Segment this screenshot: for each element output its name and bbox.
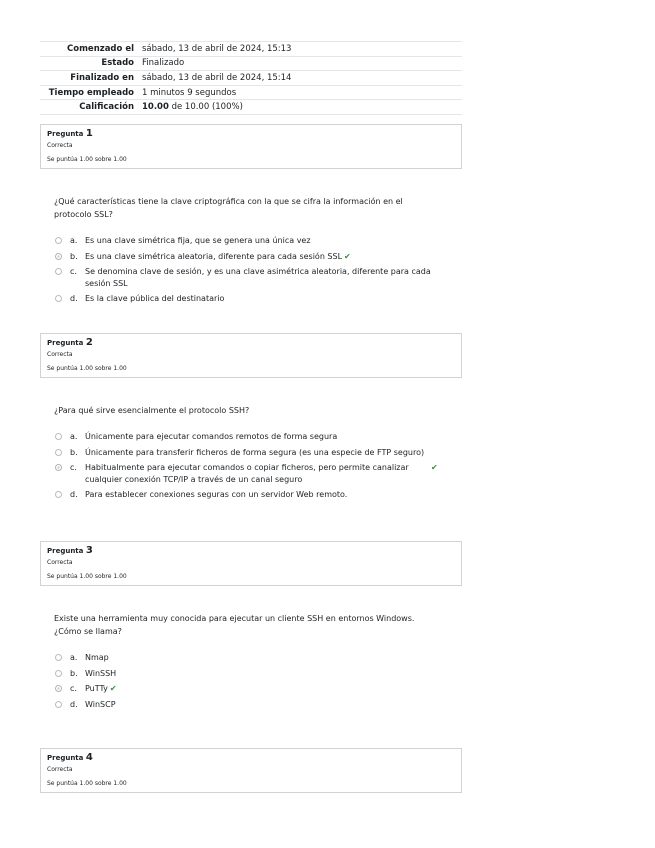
summary-value: sábado, 13 de abril de 2024, 15:13 <box>142 42 462 57</box>
option-text: Se denomina clave de sesión, y es una clave asimétrica aleatoria, diferente para cada sesión SSL <box>85 267 431 288</box>
option-letter: b. <box>70 668 78 678</box>
question-3 <box>40 541 462 714</box>
question-text: ¿Qué características tiene la clave criptográfica con la que se cifra la información en el protocolo SSL? <box>54 197 403 219</box>
summary-label: Comenzado el <box>40 42 142 57</box>
question-grade: Se puntúa 1.00 sobre 1.00 <box>47 365 127 372</box>
option-text: WinSCP <box>85 699 116 709</box>
answer-option-c[interactable] <box>55 462 462 485</box>
radio-button[interactable] <box>55 433 62 440</box>
radio-button[interactable] <box>55 295 62 302</box>
option-text: Es una clave simétrica aleatoria, diferente para cada sesión SSL <box>85 251 343 261</box>
question-text: Existe una herramienta muy conocida para ejecutar un cliente SSH en entornos Windows. ¿Cómo se llama? <box>54 614 415 636</box>
summary-label: Estado <box>40 56 142 71</box>
question-state: Correcta <box>47 142 73 149</box>
answer-option-c[interactable] <box>55 266 462 289</box>
option-letter: c. <box>70 463 77 472</box>
question-grade: Se puntúa 1.00 sobre 1.00 <box>47 780 127 787</box>
radio-button[interactable] <box>55 237 62 244</box>
option-letter: d. <box>70 490 78 499</box>
option-letter: b. <box>70 251 78 261</box>
correct-check-icon: ✔ <box>109 684 117 693</box>
option-text: Únicamente para transferir ficheros de forma segura (es una especie de FTP seguro) <box>85 447 425 457</box>
question-4 <box>40 748 462 793</box>
option-letter: a. <box>70 653 78 662</box>
radio-button[interactable] <box>55 268 62 275</box>
question-num: 4 <box>85 752 93 763</box>
summary-value <box>142 100 462 115</box>
option-text: Para establecer conexiones seguras con un servidor Web remoto. <box>85 490 348 499</box>
answer-option-b[interactable] <box>55 251 462 263</box>
summary-label: Calificación <box>40 100 142 115</box>
option-letter: c. <box>70 684 77 693</box>
question-info <box>40 748 462 793</box>
correct-check-icon: ✔ <box>344 251 351 261</box>
option-text: Habitualmente para ejecutar comandos o copiar ficheros, pero permite canalizar cualquier conexión TCP/IP a través de un canal seguro <box>85 463 409 484</box>
answer-list <box>55 235 462 305</box>
summary-row-grade <box>40 100 462 115</box>
summary-label: Tiempo empleado <box>40 85 142 100</box>
summary-value: 1 minutos 9 segundos <box>142 85 462 100</box>
question-grade: Se puntúa 1.00 sobre 1.00 <box>47 573 127 580</box>
question-num: 2 <box>85 337 93 348</box>
question-info <box>40 124 462 169</box>
question-number <box>47 753 455 763</box>
radio-button[interactable] <box>55 701 62 708</box>
answer-option-d[interactable] <box>55 293 462 305</box>
answer-list <box>55 431 462 501</box>
summary-row-finished <box>40 71 462 86</box>
answer-option-a[interactable] <box>55 235 462 247</box>
option-letter: d. <box>70 699 78 709</box>
question-prefix: Pregunta <box>47 754 84 762</box>
question-prefix: Pregunta <box>47 339 84 347</box>
question-num: 1 <box>85 128 93 139</box>
option-letter: c. <box>70 267 77 276</box>
option-text: PuTTy <box>85 684 108 693</box>
question-state: Correcta <box>47 766 73 773</box>
answer-list <box>55 652 462 710</box>
option-text: Únicamente para ejecutar comandos remotos de forma segura <box>85 432 338 441</box>
summary-row-state <box>40 56 462 71</box>
option-text: Es la clave pública del destinatario <box>85 294 225 303</box>
option-text: Nmap <box>85 653 109 662</box>
radio-button-selected[interactable] <box>55 685 62 692</box>
question-state: Correcta <box>47 559 73 566</box>
answer-option-b[interactable] <box>55 447 462 459</box>
radio-button[interactable] <box>55 449 62 456</box>
radio-button[interactable] <box>55 670 62 677</box>
option-letter: a. <box>70 236 78 245</box>
question-number <box>47 129 455 139</box>
answer-option-d[interactable] <box>55 699 462 711</box>
summary-row-time <box>40 85 462 100</box>
answer-option-a[interactable] <box>55 652 462 664</box>
summary-value: Finalizado <box>142 56 462 71</box>
question-2 <box>40 333 462 505</box>
grade-value-rest: de 10.00 (100%) <box>168 102 243 113</box>
option-letter: a. <box>70 432 78 441</box>
grade-value: 10.00 <box>142 102 169 113</box>
question-1 <box>40 124 462 309</box>
question-state: Correcta <box>47 351 73 358</box>
option-text: Es una clave simétrica fija, que se genera una única vez <box>85 236 311 245</box>
correct-check-icon: ✔ <box>431 463 438 472</box>
summary-label: Finalizado en <box>40 71 142 86</box>
question-number <box>47 546 455 556</box>
option-letter: d. <box>70 294 78 303</box>
summary-row-started <box>40 42 462 57</box>
summary-value: sábado, 13 de abril de 2024, 15:14 <box>142 71 462 86</box>
question-number <box>47 338 455 348</box>
answer-option-d[interactable] <box>55 489 462 501</box>
radio-button[interactable] <box>55 491 62 498</box>
attempt-summary <box>40 41 462 115</box>
summary-table <box>40 41 462 115</box>
question-prefix: Pregunta <box>47 130 84 138</box>
question-info <box>40 333 462 378</box>
radio-button-selected[interactable] <box>55 253 62 260</box>
radio-button-selected[interactable] <box>55 464 62 471</box>
answer-option-c[interactable] <box>55 683 462 695</box>
question-text: ¿Para qué sirve esencialmente el protocolo SSH? <box>54 406 250 415</box>
radio-button[interactable] <box>55 654 62 661</box>
question-info <box>40 541 462 586</box>
question-prefix: Pregunta <box>47 547 84 555</box>
option-letter: b. <box>70 447 78 457</box>
question-grade: Se puntúa 1.00 sobre 1.00 <box>47 156 127 163</box>
question-num: 3 <box>85 545 93 556</box>
option-text: WinSSH <box>85 668 117 678</box>
answer-option-b[interactable] <box>55 668 462 680</box>
answer-option-a[interactable] <box>55 431 462 443</box>
